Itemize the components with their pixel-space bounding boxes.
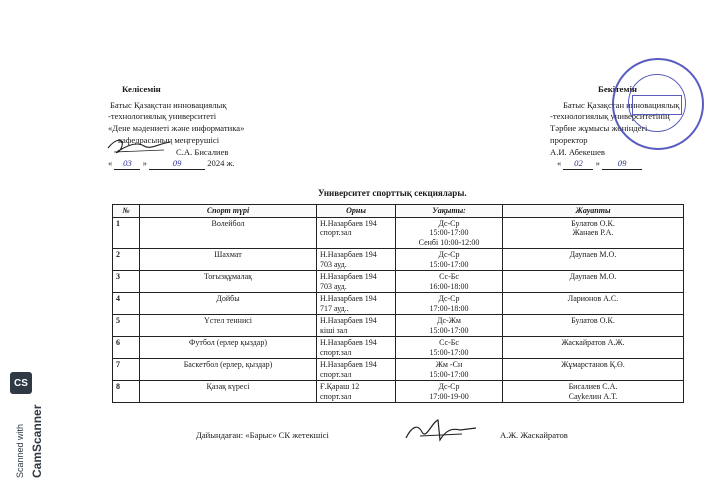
cell-time-line: Жм -Сн bbox=[435, 360, 463, 369]
cell-responsible-line: Булатов О.К. bbox=[571, 218, 615, 228]
table-row bbox=[113, 271, 684, 293]
document-title: Университет спорттық секциялары. bbox=[318, 188, 467, 198]
cell-place-line: 717 ауд.. bbox=[320, 303, 349, 313]
cell-time bbox=[396, 381, 503, 403]
cell-responsible-line: Жанаев Р.А. bbox=[572, 228, 614, 237]
cell-time bbox=[396, 293, 503, 315]
table-row bbox=[113, 249, 684, 271]
cell-number: 5 bbox=[113, 315, 140, 337]
table-row bbox=[113, 337, 684, 359]
col-header-responsible: Жауапты bbox=[503, 205, 684, 218]
left-line1: Батыс Қазақстан инновациялық bbox=[110, 100, 227, 110]
left-line2: -технологиялық университеті bbox=[108, 111, 217, 121]
cell-place-line: кіші зал bbox=[320, 325, 348, 335]
cell-place-line: Ғ.Қараш 12 bbox=[320, 382, 360, 391]
cell-number: 7 bbox=[113, 359, 140, 381]
cell-time-line: 15:00-17:00 bbox=[429, 259, 469, 269]
cell-place-line: спорт.зал bbox=[320, 391, 352, 401]
cell-sport: Дойбы bbox=[140, 293, 317, 315]
cell-number: 4 bbox=[113, 293, 140, 315]
right-line4: проректор bbox=[550, 135, 588, 145]
cell-sport: Волейбол bbox=[140, 217, 317, 249]
cell-place bbox=[317, 359, 396, 381]
right-line3: Тәрбие жұмысы жөніндегі bbox=[550, 123, 648, 133]
cell-time-line: Дс-Ср bbox=[438, 294, 460, 303]
cell-time bbox=[396, 315, 503, 337]
cell-responsible bbox=[503, 359, 684, 381]
cell-place-line: Н.Назарбаев 194 bbox=[320, 360, 377, 369]
cell-place bbox=[317, 337, 396, 359]
cell-number: 2 bbox=[113, 249, 140, 271]
cell-place-line: Н.Назарбаев 194 bbox=[320, 338, 377, 347]
col-header-place: Орны bbox=[317, 205, 396, 218]
cell-place-line: Н.Назарбаев 194 bbox=[320, 272, 377, 281]
cell-place-line: спорт.зал bbox=[320, 369, 352, 379]
cell-time bbox=[396, 337, 503, 359]
cell-responsible bbox=[503, 249, 684, 271]
left-signer: С.А. Бисалиев bbox=[176, 147, 229, 157]
cell-place bbox=[317, 271, 396, 293]
watermark-line1: Scanned with bbox=[15, 423, 25, 478]
col-header-time: Уақыты: bbox=[396, 205, 503, 218]
col-header-number: № bbox=[113, 205, 140, 218]
camscanner-logo-icon: CS bbox=[10, 372, 32, 394]
table-row bbox=[113, 381, 684, 403]
cell-responsible-line: Булатов О.К. bbox=[571, 316, 615, 325]
cell-time-line: 15:00-17:00 bbox=[429, 347, 469, 357]
watermark-line2: CamScanner bbox=[30, 404, 44, 478]
cell-sport: Футбол (ерлер қыздар) bbox=[140, 337, 317, 359]
cell-responsible bbox=[503, 271, 684, 293]
camscanner-watermark bbox=[10, 405, 46, 478]
cell-time bbox=[396, 271, 503, 293]
cell-time-line: Сс-Бс bbox=[439, 272, 459, 281]
cell-time bbox=[396, 217, 503, 249]
prepared-by-name: А.Ж. Жаскайратов bbox=[500, 430, 568, 440]
left-date: « 03 » 09 2024 ж. bbox=[108, 158, 235, 168]
cell-time-line: Сс-Бс bbox=[439, 338, 459, 347]
cell-responsible bbox=[503, 315, 684, 337]
cell-place-line: Н.Назарбаев 194 bbox=[320, 218, 377, 228]
cell-place-line: 703 ауд. bbox=[320, 281, 347, 291]
cell-number: 6 bbox=[113, 337, 140, 359]
cell-responsible bbox=[503, 217, 684, 249]
cell-place bbox=[317, 381, 396, 403]
cell-time-line: 17:00-19-00 bbox=[429, 391, 469, 401]
cell-time-line: Дс-Ср bbox=[438, 218, 460, 228]
cell-sport: Үстел теннисі bbox=[140, 315, 317, 337]
cell-place-line: Н.Назарбаев 194 bbox=[320, 316, 377, 325]
left-line4: кафедрасының меңгерушісі bbox=[118, 135, 220, 145]
cell-time-line: 17:00-18:00 bbox=[429, 303, 469, 313]
right-line1: Батыс Қазақстан инновациялық bbox=[563, 100, 680, 110]
table-row bbox=[113, 217, 684, 249]
cell-responsible bbox=[503, 337, 684, 359]
prepared-by-label: Дайындаған: «Барыс» СК жетекшісі bbox=[196, 430, 329, 440]
cell-place-line: Н.Назарбаев 194 bbox=[320, 250, 377, 259]
col-header-sport: Спорт түрі bbox=[140, 205, 317, 218]
right-line2: -технологиялық университетінің bbox=[550, 111, 670, 121]
cell-sport: Баскетбол (ерлер, қыздар) bbox=[140, 359, 317, 381]
left-heading: Келісемін bbox=[122, 84, 161, 94]
cell-time-line: Дс-Ср bbox=[438, 250, 460, 259]
cell-number: 3 bbox=[113, 271, 140, 293]
footer-signature bbox=[402, 416, 480, 446]
right-signer: А.И. Абекешев bbox=[550, 147, 605, 157]
cell-responsible-line: Жаскайратов А.Ж. bbox=[561, 338, 625, 347]
cell-responsible bbox=[503, 293, 684, 315]
cell-sport: Тоғызқұмалақ bbox=[140, 271, 317, 293]
cell-sport: Шахмат bbox=[140, 249, 317, 271]
sports-sections-table bbox=[112, 204, 684, 403]
table-row bbox=[113, 315, 684, 337]
cell-place-line: спорт.зал bbox=[320, 228, 352, 237]
cell-time bbox=[396, 249, 503, 271]
cell-place bbox=[317, 315, 396, 337]
table-row bbox=[113, 359, 684, 381]
cell-place-line: Н.Назарбаев 194 bbox=[320, 294, 377, 303]
cell-responsible-line: Даупаев М.О. bbox=[569, 272, 617, 281]
cell-time-line: 16:00-18:00 bbox=[429, 281, 469, 291]
cell-number: 8 bbox=[113, 381, 140, 403]
cell-responsible-line: Ларионов А.С. bbox=[567, 294, 619, 303]
cell-time-line: 15:00-17:00 bbox=[429, 228, 469, 237]
cell-responsible-line: Жұмарстанов Қ.Ө. bbox=[561, 360, 625, 369]
cell-place-line: 703 ауд. bbox=[320, 259, 347, 269]
left-signature bbox=[104, 134, 174, 156]
cell-place bbox=[317, 293, 396, 315]
cell-responsible-line: Бисалиев С.А. bbox=[568, 382, 618, 391]
cell-time bbox=[396, 359, 503, 381]
cell-place bbox=[317, 217, 396, 249]
cell-time-line: 15:00-17:00 bbox=[429, 325, 469, 335]
cell-number: 1 bbox=[113, 217, 140, 249]
right-heading: Бекітемін bbox=[598, 84, 637, 94]
table-header-row bbox=[113, 205, 684, 218]
cell-responsible-line: Сауkелин А.Т. bbox=[568, 391, 618, 401]
cell-place-line: спорт.зал bbox=[320, 347, 352, 357]
cell-time-line: 15:00-17:00 bbox=[429, 369, 469, 379]
cell-time-line: Дс-Жм bbox=[437, 316, 461, 325]
table-row bbox=[113, 293, 684, 315]
cell-time-line: Дс-Ср bbox=[438, 382, 460, 391]
cell-place bbox=[317, 249, 396, 271]
cell-time-line: Сенбі 10:00-12:00 bbox=[418, 237, 480, 247]
official-stamp bbox=[612, 58, 704, 150]
right-date: « 02 » 09 bbox=[557, 158, 642, 170]
cell-responsible bbox=[503, 381, 684, 403]
cell-sport: Қазақ күресі bbox=[140, 381, 317, 403]
left-line3: «Дене мәдениеті және информатика» bbox=[108, 123, 245, 133]
cell-responsible-line: Даупаев М.О. bbox=[569, 250, 617, 259]
